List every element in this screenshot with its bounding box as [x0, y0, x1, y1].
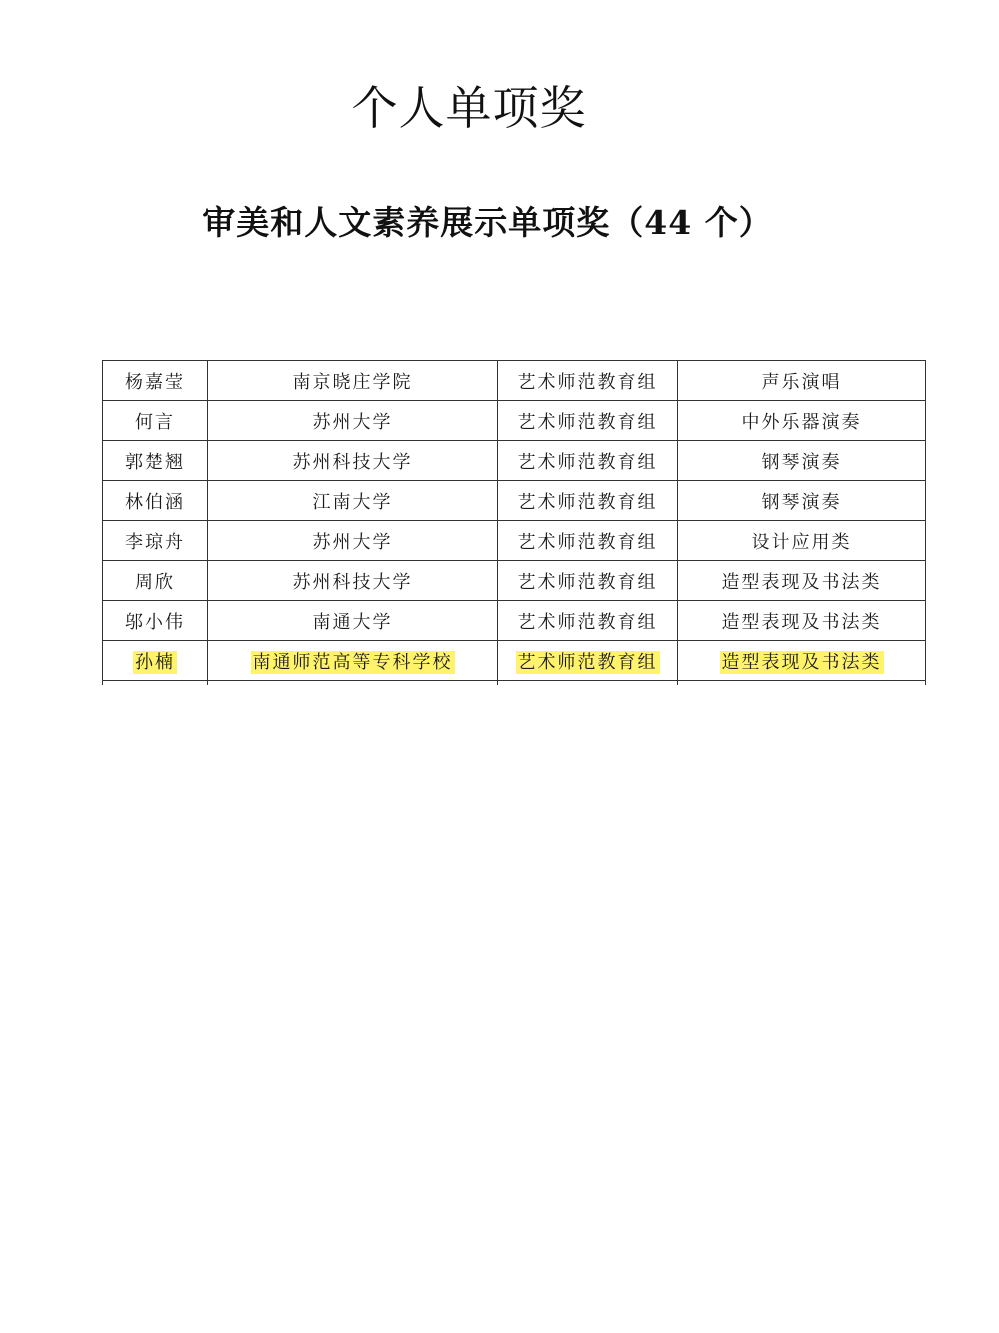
group-name: 艺术师范教育组: [517, 411, 658, 433]
winner-name-cell: [103, 481, 208, 521]
school-name: 南通师范高等专科学校: [252, 651, 453, 673]
school-cell: [208, 441, 498, 481]
winner-name-cell: [103, 441, 208, 481]
school-cell: [208, 481, 498, 521]
category-name: 中外乐器演奏: [741, 411, 862, 433]
group-name: 艺术师范教育组: [517, 651, 658, 673]
table-row: [103, 601, 926, 641]
category-name: 造型表现及书法类: [721, 651, 882, 673]
school-name: 苏州科技大学: [292, 451, 413, 473]
winner-name-cell: [103, 641, 208, 681]
category-name: 钢琴演奏: [761, 451, 842, 473]
school-cell: [208, 401, 498, 441]
school-cell: [208, 641, 498, 681]
category-cell: [678, 561, 926, 601]
winner-name-cell: [103, 401, 208, 441]
group-cell: [498, 361, 678, 401]
category-cell: [678, 601, 926, 641]
table-row-highlighted: [103, 641, 926, 681]
category-cell: [678, 481, 926, 521]
school-name: 苏州大学: [312, 531, 393, 553]
school-name: 南通大学: [312, 611, 393, 633]
group-cell: [498, 521, 678, 561]
category-cell: [678, 401, 926, 441]
continuation-cell: [103, 681, 208, 686]
category-cell: [678, 441, 926, 481]
winner-name: 孙楠: [135, 651, 175, 673]
category-name: 钢琴演奏: [761, 491, 842, 513]
winner-name: 杨嘉莹: [125, 371, 185, 393]
table-row: [103, 401, 926, 441]
table-row-continuation: [103, 681, 926, 686]
table-row: [103, 361, 926, 401]
table-row: [103, 441, 926, 481]
winner-name-cell: [103, 521, 208, 561]
winner-name-cell: [103, 601, 208, 641]
category-cell: [678, 521, 926, 561]
winner-name: 郭楚翘: [125, 451, 185, 473]
page-title: 个人单项奖: [351, 81, 587, 135]
group-name: 艺术师范教育组: [517, 611, 658, 633]
group-name: 艺术师范教育组: [517, 451, 658, 473]
table-row: [103, 481, 926, 521]
continuation-cell: [208, 681, 498, 686]
category-name: 造型表现及书法类: [721, 571, 882, 593]
school-cell: [208, 601, 498, 641]
category-cell: [678, 641, 926, 681]
winner-name: 周欣: [135, 571, 175, 593]
group-cell: [498, 401, 678, 441]
winner-name-cell: [103, 361, 208, 401]
group-name: 艺术师范教育组: [517, 491, 658, 513]
category-name: 设计应用类: [751, 531, 852, 553]
winner-name-cell: [103, 561, 208, 601]
category-cell: [678, 361, 926, 401]
winner-name: 林伯涵: [125, 491, 185, 513]
award-table: [102, 360, 926, 685]
group-name: 艺术师范教育组: [517, 531, 658, 553]
continuation-cell: [498, 681, 678, 686]
group-cell: [498, 601, 678, 641]
category-name: 造型表现及书法类: [721, 611, 882, 633]
continuation-cell: [678, 681, 926, 686]
school-name: 江南大学: [312, 491, 393, 513]
school-cell: [208, 521, 498, 561]
school-cell: [208, 561, 498, 601]
award-table-body: [103, 361, 926, 686]
school-name: 南京晓庄学院: [292, 371, 413, 393]
group-name: 艺术师范教育组: [517, 571, 658, 593]
table-row: [103, 561, 926, 601]
group-name: 艺术师范教育组: [517, 371, 658, 393]
group-cell: [498, 481, 678, 521]
group-cell: [498, 561, 678, 601]
school-cell: [208, 361, 498, 401]
category-name: 声乐演唱: [761, 371, 842, 393]
winner-name: 何言: [135, 411, 175, 433]
winner-name: 李琼舟: [125, 531, 185, 553]
school-name: 苏州大学: [312, 411, 393, 433]
group-cell: [498, 441, 678, 481]
table-row: [103, 521, 926, 561]
section-title: 审美和人文素养展示单项奖（44 个）: [202, 203, 773, 242]
group-cell: [498, 641, 678, 681]
winner-name: 邬小伟: [125, 611, 185, 633]
school-name: 苏州科技大学: [292, 571, 413, 593]
